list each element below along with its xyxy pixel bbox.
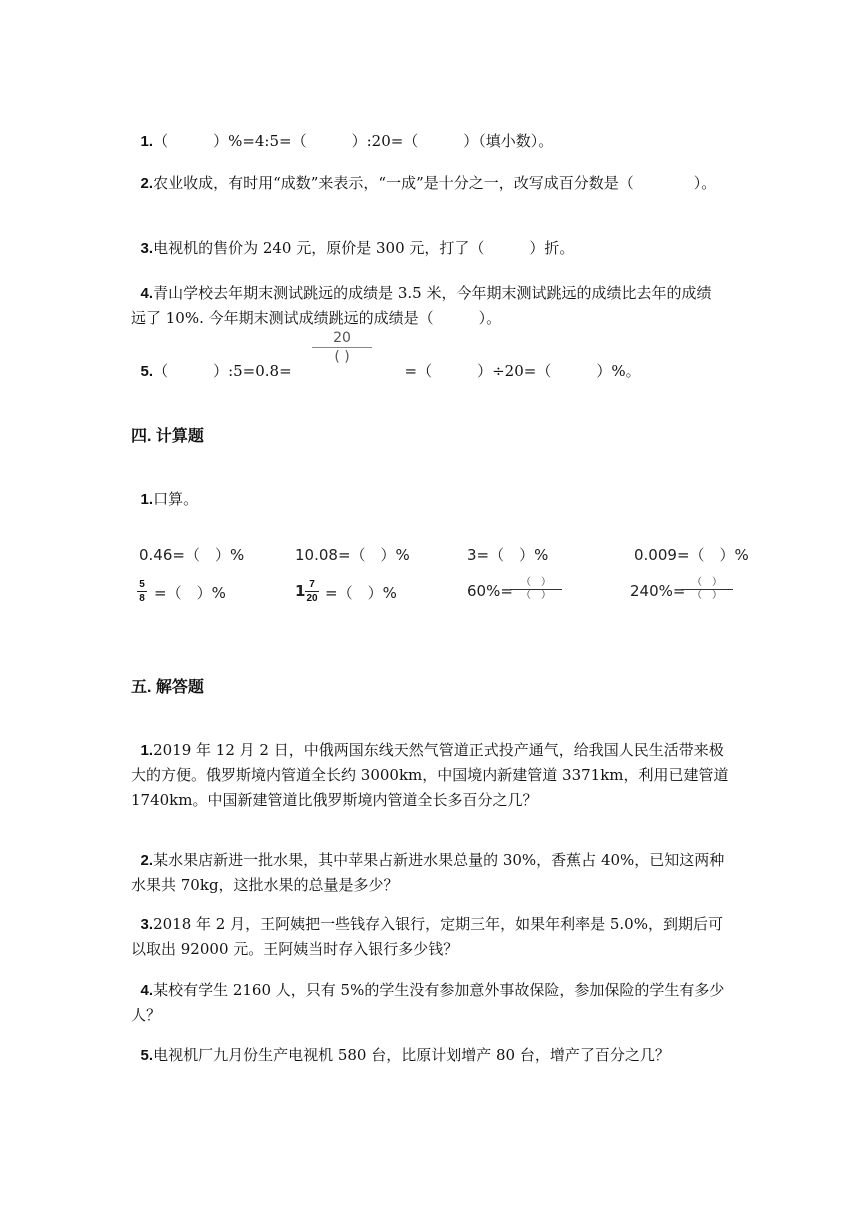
question-text: 某水果店新进一批水果，其中苹果占新进水果总量的 30%，香蕉占 40%，已知这两种水果共 70kg，这批水果的总量是多少？ <box>131 851 725 894</box>
question-text: （ ）%=4:5=（ ）:20=（ ）（填小数）。 <box>153 132 554 150</box>
question-number: 5. <box>140 1047 154 1064</box>
question-text: 电视机的售价为 240 元，原价是 300 元，打了（ ）折。 <box>153 239 575 257</box>
question-5-1 <box>131 713 734 813</box>
question-number: 2. <box>140 852 154 869</box>
calc-item: 0.46=（ ）% <box>139 546 245 564</box>
blank-fraction <box>510 578 562 601</box>
calc-item: =（ ）% <box>154 584 226 602</box>
question-5-4 <box>131 953 731 1028</box>
question-number: 4. <box>140 982 154 999</box>
fraction-bar <box>137 591 147 592</box>
question-text: 口算。 <box>153 490 199 508</box>
fraction-denominator: （ ） <box>521 590 551 601</box>
calc-item: 10.08=（ ）% <box>295 546 410 564</box>
question-3-2 <box>131 146 721 196</box>
question-number: 1. <box>140 491 154 508</box>
question-number: 5. <box>140 363 154 380</box>
calc-item: 3=（ ）% <box>467 546 549 564</box>
fraction-denominator: ( ) <box>334 349 350 365</box>
question-3-4 <box>131 256 721 331</box>
question-text: 2018 年 2 月，王阿姨把一些钱存入银行，定期三年，如果年利率是 5.0%，到期后可以取出 92000 元。王阿姨当时存入银行多少钱？ <box>131 915 723 958</box>
question-text-a: （ ）:5=0.8= <box>153 362 292 380</box>
fraction-bar <box>305 591 319 592</box>
question-number: 1. <box>140 742 154 759</box>
question-text: 2019 年 12 月 2 日，中俄两国东线天然气管道正式投产通气，给我国人民生活带来极大的方便。俄罗斯境内管道全长约 3000km，中国境内新建管道 3371km，利用已建管道 1740km。中国新建管道比俄罗斯境内管道全长多百分之几？ <box>131 741 734 809</box>
question-5-3 <box>131 887 731 962</box>
calc-item: 0.009=（ ）% <box>634 546 749 564</box>
fraction-numerator: 5 <box>139 579 145 590</box>
question-number: 3. <box>140 240 154 257</box>
fraction-5-8 <box>137 579 147 604</box>
question-3-5-tail <box>395 334 695 384</box>
fraction-numerator: 20 <box>333 330 351 346</box>
question-number: 2. <box>140 175 154 192</box>
fraction-denominator: 20 <box>306 593 318 604</box>
question-4-1 <box>131 462 731 512</box>
fraction-7-20 <box>305 579 319 604</box>
question-number: 1. <box>140 133 154 150</box>
section-title-calc: 四. 计算题 <box>131 428 204 445</box>
calc-item: 240%= <box>630 582 686 600</box>
question-number: 4. <box>140 285 154 302</box>
question-number: 3. <box>140 916 154 933</box>
fraction-image <box>312 330 372 365</box>
section-title-solve: 五. 解答题 <box>131 679 204 696</box>
question-text-b: =（ ）÷20=（ ）%。 <box>404 362 641 380</box>
calc-item: =（ ）% <box>325 584 397 602</box>
fraction-bar <box>312 347 372 348</box>
question-text: 农业收成，有时用“成数”来表示，“一成”是十分之一，改写成百分数是（ ）。 <box>153 174 717 192</box>
question-3-3 <box>131 211 731 261</box>
fraction-numerator: （ ） <box>692 577 722 588</box>
fraction-numerator: （ ） <box>521 577 551 588</box>
question-text: 电视机厂九月份生产电视机 580 台，比原计划增产 80 台，增产了百分之几？ <box>153 1046 670 1064</box>
blank-fraction <box>681 578 733 601</box>
calc-item: 60%= <box>467 582 513 600</box>
question-5-5 <box>131 1018 706 1068</box>
mixed-whole: 1 <box>295 582 306 600</box>
fraction-numerator: 7 <box>309 579 315 590</box>
fraction-denominator: 8 <box>139 593 145 604</box>
question-text: 青山学校去年期末测试跳远的成绩是 3.5 米，今年期末测试跳远的成绩比去年的成绩远了 10%. 今年期末测试成绩跳远的成绩是（ ）。 <box>131 284 712 327</box>
fraction-denominator: （ ） <box>692 590 722 601</box>
question-text: 某校有学生 2160 人，只有 5%的学生没有参加意外事故保险，参加保险的学生有多少人？ <box>131 981 725 1024</box>
